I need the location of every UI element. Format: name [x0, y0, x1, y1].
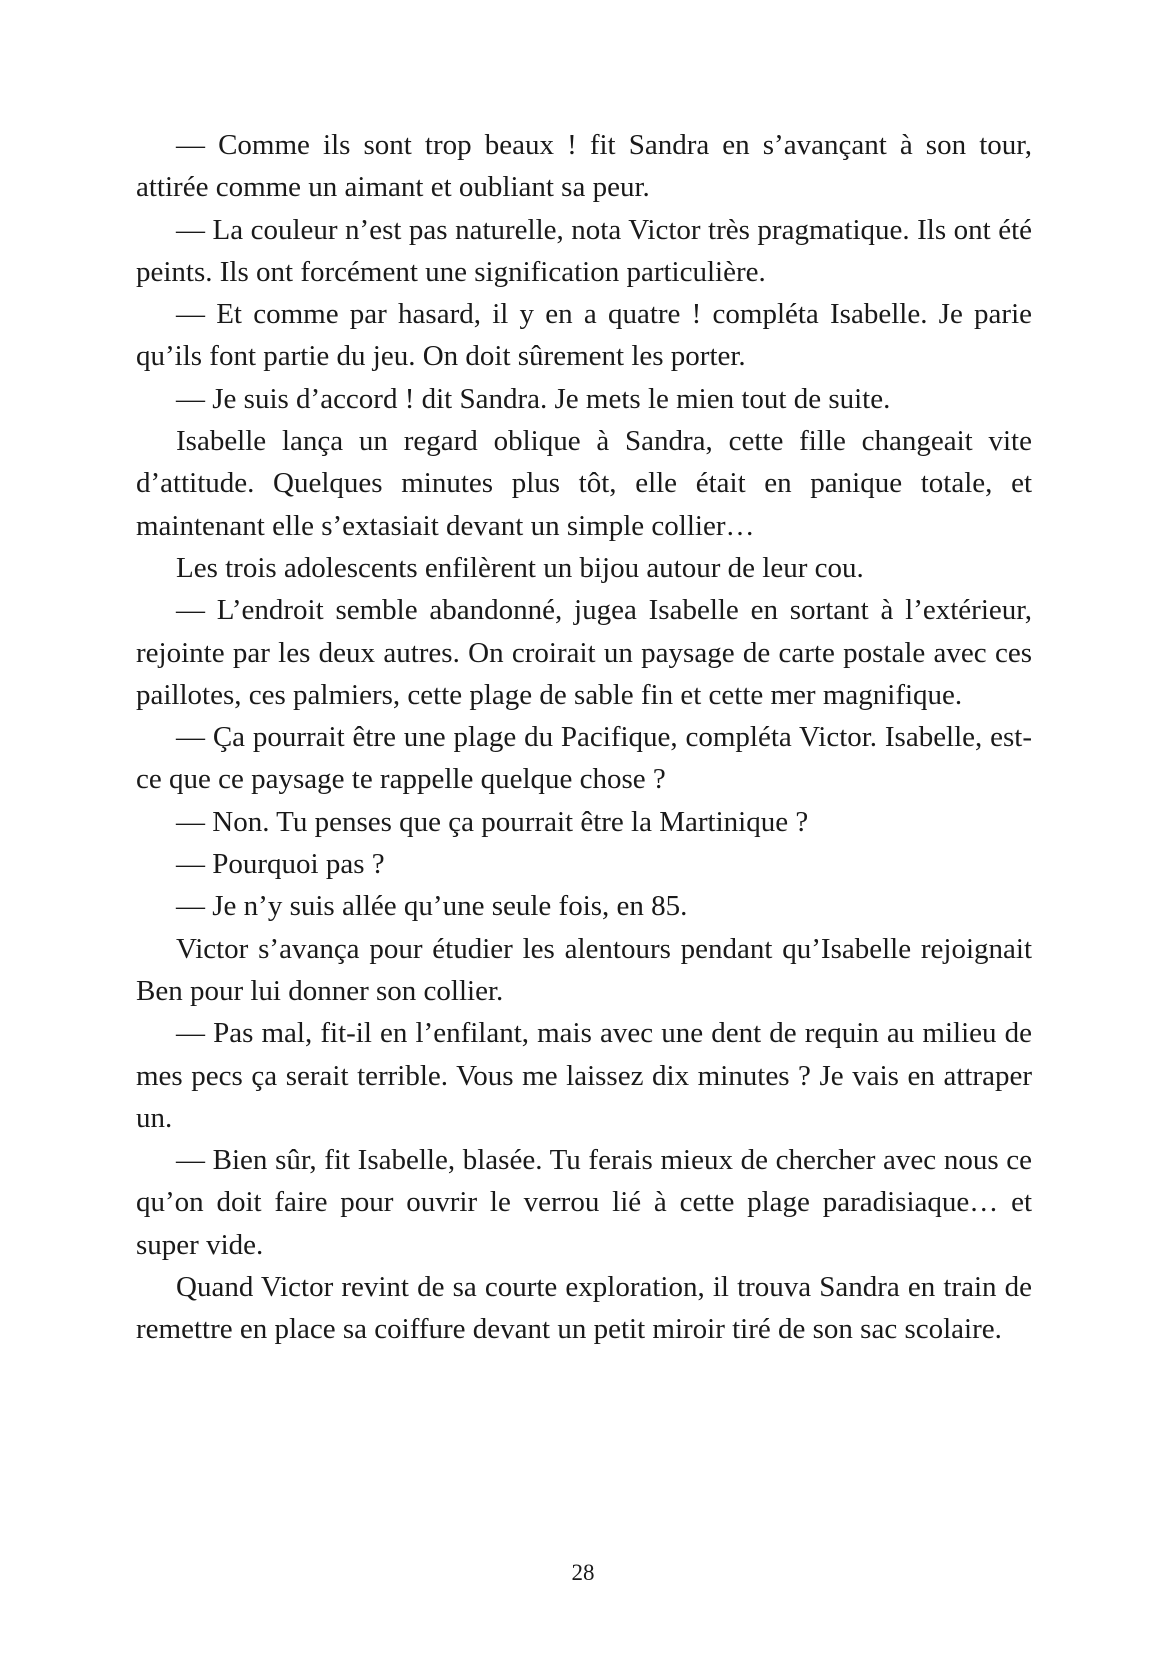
paragraph: — L’endroit semble abandonné, jugea Isabelle en sortant à l’extérieur, rejointe par les deux autres. On croirait un paysage de carte postale avec ces paillotes, ces palmiers, cette plage de sable fin et cette mer magnifique. [136, 594, 1032, 711]
paragraph: Quand Victor revint de sa courte exploration, il trouva Sandra en train de remettre en place sa coiffure devant un petit miroir tiré de son sac scolaire. [136, 1271, 1032, 1346]
paragraph: — La couleur n’est pas naturelle, nota Victor très pragmatique. Ils ont été peints. Ils ont forcément une signification particulière. [136, 213, 1032, 288]
paragraph: Isabelle lança un regard oblique à Sandra, cette fille changeait vite d’attitude. Quelques minutes plus tôt, elle était en panique totale, et maintenant elle s’extasiait devant un simple collier… [136, 425, 1032, 542]
paragraph: — Pas mal, fit-il en l’enfilant, mais avec une dent de requin au milieu de mes pecs ça serait terrible. Vous me laissez dix minutes ? Je vais en attraper un. [136, 1017, 1032, 1134]
paragraph: — Je suis d’accord ! dit Sandra. Je mets le mien tout de suite. [176, 382, 891, 415]
paragraph: — Comme ils sont trop beaux ! fit Sandra en s’avançant à son tour, attirée comme un aimant et oubliant sa peur. [136, 129, 1032, 204]
paragraph: — Bien sûr, fit Isabelle, blasée. Tu ferais mieux de chercher avec nous ce qu’on doit faire pour ouvrir le verrou lié à cette plage paradisiaque… et super vide. [136, 1144, 1032, 1261]
paragraph: — Non. Tu penses que ça pourrait être la Martinique ? [176, 805, 809, 838]
body-text [136, 124, 1032, 1351]
paragraph: — Ça pourrait être une plage du Pacifique, compléta Victor. Isabelle, est-ce que ce paysage te rappelle quelque chose ? [136, 721, 1032, 796]
paragraph: Les trois adolescents enfilèrent un bijou autour de leur cou. [176, 551, 864, 584]
paragraph: — Et comme par hasard, il y en a quatre ! compléta Isabelle. Je parie qu’ils font partie du jeu. On doit sûrement les porter. [136, 298, 1032, 373]
paragraph: Victor s’avança pour étudier les alentours pendant qu’Isabelle rejoignait Ben pour lui donner son collier. [136, 932, 1032, 1007]
paragraph: — Je n’y suis allée qu’une seule fois, en 85. [176, 890, 688, 923]
page-number: 28 [571, 1560, 595, 1585]
paragraph: — Pourquoi pas ? [176, 848, 385, 881]
